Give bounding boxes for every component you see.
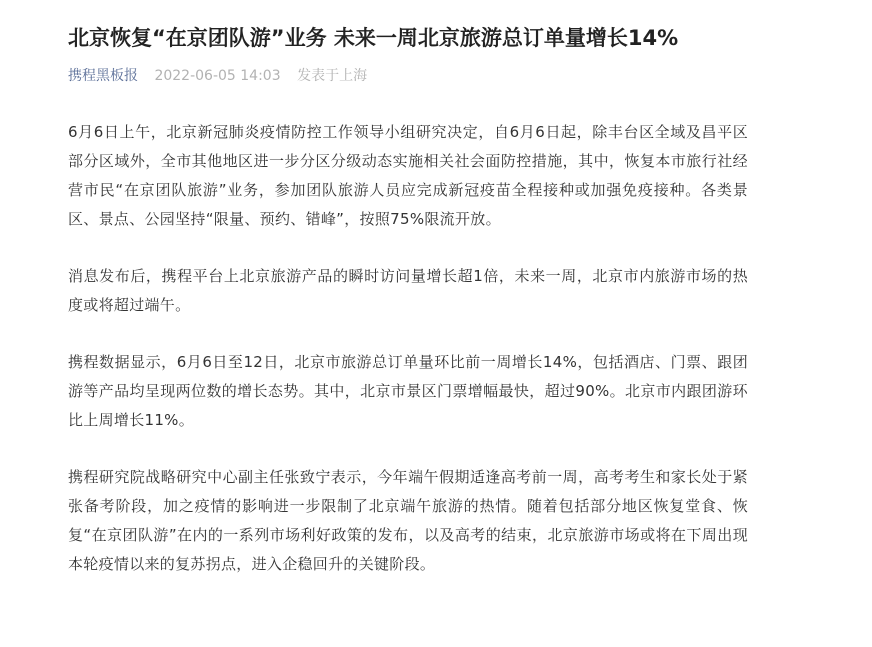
publish-location: 发表于上海 bbox=[297, 68, 368, 84]
source-account-link[interactable]: 携程黑板报 bbox=[68, 68, 138, 84]
publish-time: 2022-06-05 14:03 bbox=[154, 68, 281, 84]
paragraph-3: 携程数据显示，6月6日至12日，北京市旅游总订单量环比前一周增长14%，包括酒店、门票、跟团游等产品均呈现两位数的增长态势。其中，北京市景区门票增幅最快，超过90%。北京市内跟团游环比上周增长11%。 bbox=[68, 353, 748, 429]
paragraph-2: 消息发布后，携程平台上北京旅游产品的瞬时访问量增长超1倍，未来一周，北京市内旅游市场的热度或将超过端午。 bbox=[68, 267, 748, 314]
article-title: 北京恢复“在京团队游”业务 未来一周北京旅游总订单量增长14% bbox=[68, 26, 679, 50]
article-meta bbox=[68, 66, 872, 86]
paragraph-4: 携程研究院战略研究中心副主任张致宁表示，今年端午假期适逢高考前一周，高考考生和家长处于紧张备考阶段，加之疫情的影响进一步限制了北京端午旅游的热情。随着包括部分地区恢复堂食、恢复“在京团队游”在内的一系列市场利好政策的发布，以及高考的结束，北京旅游市场或将在下周出现本轮疫情以来的复苏拐点，进入企稳回升的关键阶段。 bbox=[68, 468, 748, 573]
article-content bbox=[68, 118, 748, 579]
paragraph-1: 6月6日上午，北京新冠肺炎疫情防控工作领导小组研究决定，自6月6日起，除丰台区全域及昌平区部分区域外，全市其他地区进一步分区分级动态实施相关社会面防控措施，其中，恢复本市旅行社经营市民“在京团队旅游”业务，参加团队旅游人员应完成新冠疫苗全程接种或加强免疫接种。各类景区、景点、公园坚持“限量、预约、错峰”，按照75%限流开放。 bbox=[68, 123, 748, 228]
